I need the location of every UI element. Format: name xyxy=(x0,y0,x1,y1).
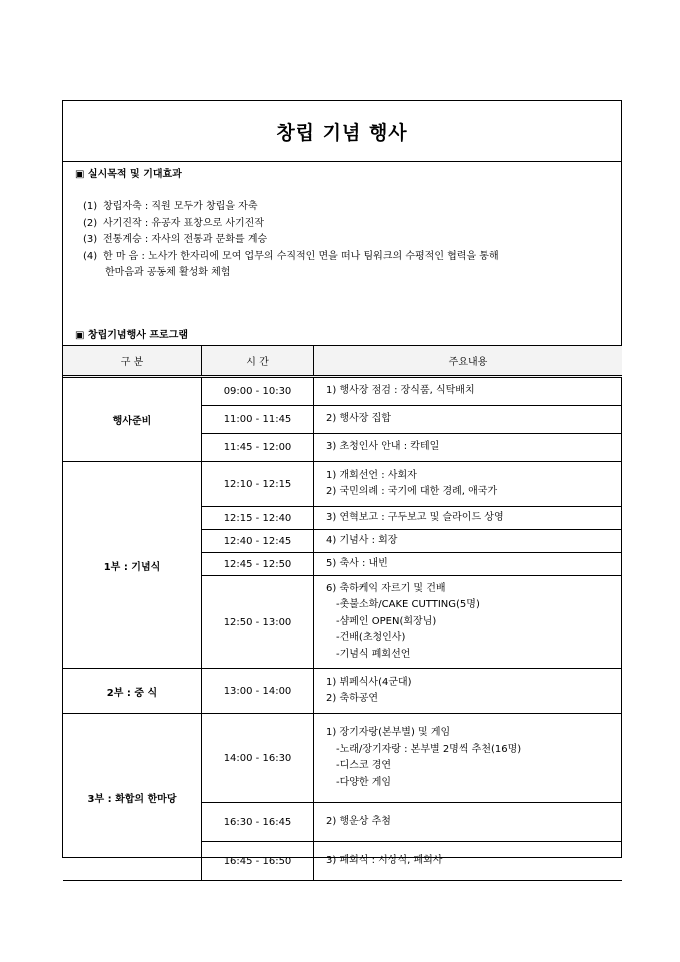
time-cell: 11:00 - 11:45 xyxy=(202,406,314,434)
purpose-item-number: (3) xyxy=(83,234,98,245)
purpose-item xyxy=(83,232,613,249)
document-frame xyxy=(62,100,622,867)
time-cell: 16:45 - 16:50 xyxy=(202,842,314,881)
table-row xyxy=(63,462,622,507)
content-line: 3) 초청인사 안내 : 칵테일 xyxy=(326,441,440,453)
content-line: 1) 뷔페식사(4군대) xyxy=(326,676,412,688)
time-cell: 12:45 - 12:50 xyxy=(202,553,314,576)
content-cell xyxy=(314,530,623,553)
time-cell: 12:40 - 12:45 xyxy=(202,530,314,553)
content-line: 3) 연혁보고 : 구두보고 및 슬라이드 상영 xyxy=(326,511,504,523)
category-cell: 2부 : 중 식 xyxy=(63,669,202,714)
content-subitem: -다양한 게임 xyxy=(336,776,392,788)
content-cell xyxy=(314,434,623,462)
purpose-item xyxy=(83,249,613,266)
content-line: 2) 행사장 집합 xyxy=(326,413,391,425)
category-cell: 행사준비 xyxy=(63,377,202,462)
purpose-item xyxy=(83,199,613,216)
table-row xyxy=(63,714,622,803)
title-box xyxy=(63,101,621,162)
content-cell xyxy=(314,553,623,576)
purpose-item-text: 한 마 음 : 노사가 한자리에 모여 업무의 수직적인 면을 떠나 팀워크의 수평적인 협력을 통해 xyxy=(103,250,499,262)
content-cell xyxy=(314,462,623,507)
content-line: 2) 국민의례 : 국기에 대한 경례, 애국가 xyxy=(326,486,498,497)
page-title: 창립 기념 행사 xyxy=(276,121,408,144)
time-cell: 12:10 - 12:15 xyxy=(202,462,314,507)
time-cell: 11:45 - 12:00 xyxy=(202,434,314,462)
program-table-body xyxy=(63,377,622,881)
content-subitem: -기념식 폐회선언 xyxy=(336,648,411,660)
purpose-item-number: (2) xyxy=(83,217,98,229)
purpose-item-text: 창립자축 : 직원 모두가 창립을 자축 xyxy=(103,201,258,212)
purpose-item-number: (4) xyxy=(83,250,98,262)
purpose-item xyxy=(83,216,613,233)
time-cell: 16:30 - 16:45 xyxy=(202,803,314,842)
content-cell xyxy=(314,803,623,842)
category-cell: 1부 : 기념식 xyxy=(63,462,202,669)
content-subitem: -건배(초청인사) xyxy=(336,632,406,644)
content-cell xyxy=(314,669,623,714)
program-table xyxy=(63,345,622,881)
content-cell xyxy=(314,576,623,669)
purpose-heading: ▣ 실시목적 및 기대효과 xyxy=(75,169,182,180)
content-subitem: -촛불소화/CAKE CUTTING(5명) xyxy=(336,599,480,611)
table-row xyxy=(63,377,622,406)
table-header-row xyxy=(63,346,622,377)
time-cell: 14:00 - 16:30 xyxy=(202,714,314,803)
content-cell xyxy=(314,406,623,434)
header-time: 시 간 xyxy=(202,346,314,377)
content-subitem: -노래/장기자랑 : 본부별 2명씩 추천(16명) xyxy=(336,743,522,755)
content-subitem: -샴페인 OPEN(회장님) xyxy=(336,615,437,627)
time-cell: 12:15 - 12:40 xyxy=(202,507,314,530)
content-line: 5) 축사 : 내빈 xyxy=(326,557,388,569)
purpose-list xyxy=(83,199,613,282)
time-cell: 12:50 - 13:00 xyxy=(202,576,314,669)
program-heading: ▣ 창립기념행사 프로그램 xyxy=(75,330,189,341)
content-line: 4) 기념사 : 회장 xyxy=(326,534,398,546)
time-cell: 09:00 - 10:30 xyxy=(202,377,314,406)
content-cell xyxy=(314,842,623,881)
header-content: 주요내용 xyxy=(314,346,623,377)
content-line: 3) 폐회식 : 시상식, 폐회사 xyxy=(326,854,443,866)
content-cell xyxy=(314,377,623,406)
content-cell xyxy=(314,714,623,803)
time-cell: 13:00 - 14:00 xyxy=(202,669,314,714)
content-line: 1) 개회선언 : 사회자 xyxy=(326,469,417,481)
header-category: 구 분 xyxy=(63,346,202,377)
content-line: 1) 장기자랑(본부별) 및 게임 xyxy=(326,727,451,738)
purpose-item-number: (1) xyxy=(83,201,98,212)
content-line: 1) 행사장 점검 : 장식품, 식탁배치 xyxy=(326,385,475,397)
content-subitem: -디스코 경연 xyxy=(336,760,392,771)
content-line: 2) 축하공연 xyxy=(326,693,379,704)
content-line: 2) 행운상 추첨 xyxy=(326,815,391,827)
table-row xyxy=(63,669,622,714)
purpose-item-continuation: 한마음과 공동체 활성화 체험 xyxy=(105,267,231,278)
purpose-item-text: 사기진작 : 유공자 표창으로 사기진작 xyxy=(103,217,264,229)
category-cell: 3부 : 화합의 한마당 xyxy=(63,714,202,881)
content-line: 6) 축하케익 자르기 및 건배 xyxy=(326,582,446,594)
content-cell xyxy=(314,507,623,530)
purpose-item-text: 전통계승 : 자사의 전통과 문화를 계승 xyxy=(103,234,268,245)
